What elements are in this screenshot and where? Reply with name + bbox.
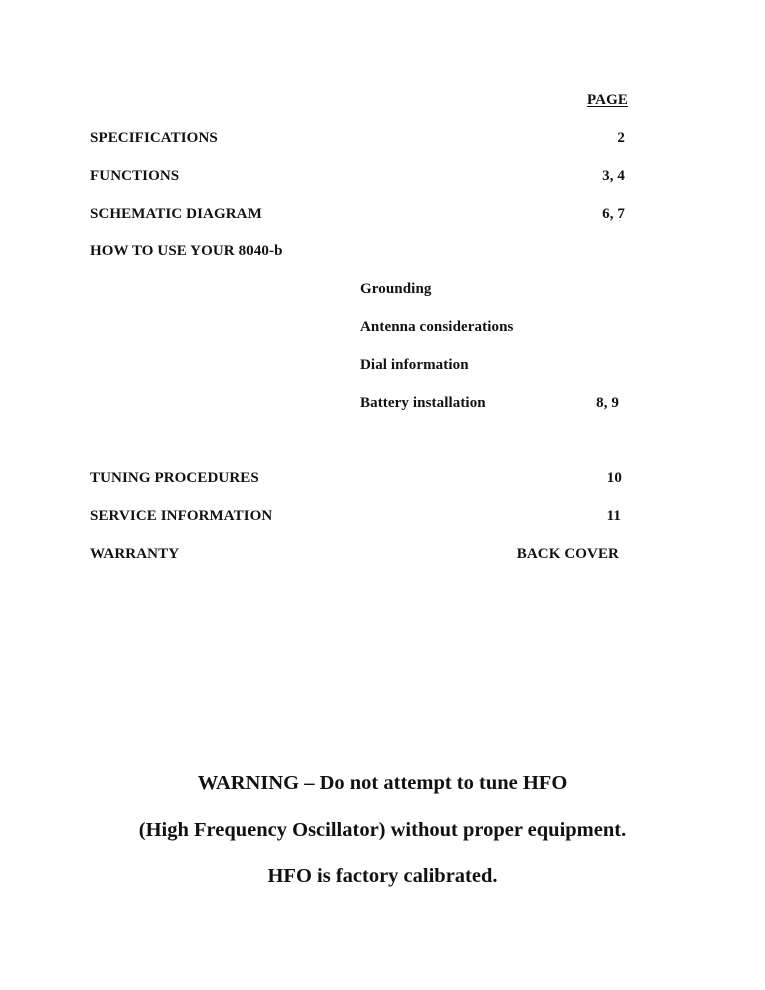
toc-entry-how-to-use: HOW TO USE YOUR 8040-b	[90, 243, 283, 259]
warning-line-1: WARNING – Do not attempt to tune HFO	[197, 772, 568, 794]
toc-entry-specifications: SPECIFICATIONS	[90, 130, 218, 146]
toc-entry-schematic-diagram: SCHEMATIC DIAGRAM	[90, 206, 262, 222]
toc-page-schematic-diagram: 6, 7	[602, 206, 625, 222]
toc-page-functions: 3, 4	[602, 168, 625, 184]
toc-page-warranty: BACK COVER	[516, 546, 619, 562]
toc-page-tuning-procedures: 10	[606, 470, 622, 486]
warning-line-3: HFO is factory calibrated.	[267, 865, 498, 887]
toc-entry-tuning-procedures: TUNING PROCEDURES	[90, 470, 259, 486]
toc-subentry-antenna-considerations: Antenna considerations	[360, 319, 514, 335]
toc-page-specifications: 2	[617, 130, 625, 146]
toc-subentry-dial-information: Dial information	[360, 357, 469, 373]
toc-page-service-information: 11	[606, 508, 621, 524]
toc-entry-warranty: WARRANTY	[90, 546, 180, 562]
toc-page-column-header: PAGE	[587, 92, 628, 108]
toc-subentry-battery-installation: Battery installation	[360, 395, 486, 411]
warning-line-2: (High Frequency Oscillator) without proper equipment.	[138, 819, 627, 841]
toc-entry-service-information: SERVICE INFORMATION	[90, 508, 273, 524]
toc-subentry-grounding: Grounding	[360, 281, 432, 297]
toc-page-battery-installation: 8, 9	[596, 395, 619, 411]
toc-entry-functions: FUNCTIONS	[90, 168, 180, 184]
